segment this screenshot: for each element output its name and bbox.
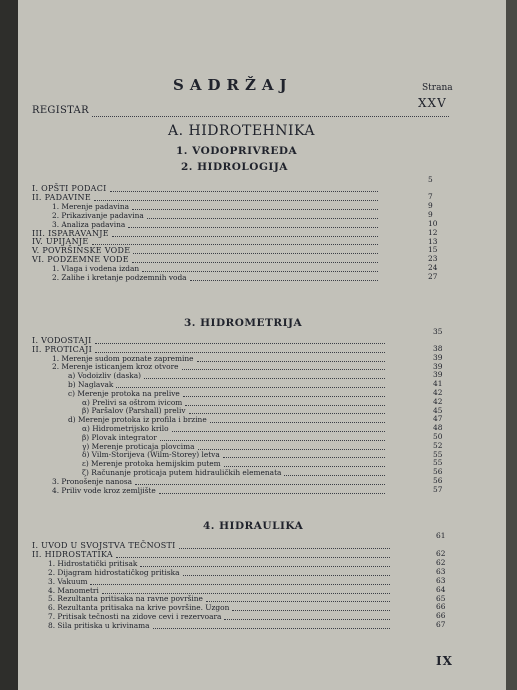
toc-entry [48, 603, 393, 612]
toc-entry [52, 354, 388, 363]
toc-entry-label: IV. UPIJANJE [32, 237, 89, 247]
toc-page-number: 39 [433, 370, 443, 380]
register-page: XXV [418, 96, 447, 110]
toc-entry-label: 8. Sila pritiska u krivinama [48, 621, 150, 631]
toc-dot-leader [116, 551, 390, 558]
toc-page-number: 52 [433, 440, 443, 450]
toc-dot-leader [197, 355, 386, 362]
toc-entry-label: 1. Merenje sudom poznate zapremine [52, 353, 194, 363]
toc-dot-leader [179, 542, 390, 549]
toc-dot-leader [135, 478, 385, 485]
toc-entry-label: 7. Pritisak tečnosti na zidove cevi i rezervoara [48, 612, 222, 622]
register-label: REGISTAR [32, 105, 89, 116]
toc-dot-leader [210, 416, 385, 423]
toc-page-number: 41 [433, 379, 443, 389]
toc-page-number: 47 [433, 414, 443, 424]
toc-page-number: 50 [433, 431, 443, 441]
toc-entry-label: II. HIDROSTATIKA [32, 549, 113, 559]
toc-entry-label: 1. Vlaga i vodena izdan [52, 264, 140, 274]
toc-entry [52, 211, 381, 220]
page-number: IX [436, 654, 453, 668]
toc-entry-label: 3. Vakuum [48, 576, 88, 586]
toc-page-number: 66 [436, 611, 446, 621]
toc-entry-label: 2. Merenje isticanjem kroz otvore [52, 362, 179, 372]
toc-page-number: 56 [433, 475, 443, 485]
toc-dot-leader [185, 399, 385, 406]
toc-entry [82, 398, 388, 407]
toc-entry [48, 568, 393, 577]
ch2-first-page-number: 5 [428, 175, 433, 184]
toc-page-number: 15 [428, 245, 438, 255]
toc-entry-label: 3. Analiza padavina [52, 219, 126, 229]
toc-entry-label: ε) Merenje protoka hemijskim putem [82, 459, 221, 469]
toc-entry [32, 255, 381, 264]
toc-dot-leader [190, 274, 378, 281]
toc-entry [48, 612, 393, 621]
toc-entry-label: a) Vodoizliv (daska) [68, 371, 142, 381]
toc-dot-leader [90, 578, 390, 585]
toc-dot-leader [206, 595, 390, 602]
toc-entry-label: c) Merenje protoka na prelive [68, 388, 180, 398]
toc-entry [32, 550, 393, 559]
toc-entry-label: I. OPŠTI PODACI [32, 184, 107, 193]
toc-dot-leader [224, 460, 385, 467]
page-shadow-edge [0, 0, 18, 690]
toc-entry [32, 541, 393, 550]
register-row [32, 104, 452, 118]
toc-page-number: 55 [433, 449, 443, 459]
toc-entry-label: 1. Merenje padavina [52, 201, 130, 211]
toc-entry-label: 2. Dijagram hidrostatičkog pritiska [48, 567, 180, 577]
toc-entry-label: γ) Merenje proticaja plovcima [82, 441, 195, 451]
toc-entry [32, 345, 388, 354]
toc-dot-leader [183, 390, 385, 397]
toc-entry-label: ζ) Računanje proticaja putem hidrauličkih elemenata [82, 468, 282, 477]
toc-page-number: 39 [433, 352, 443, 362]
toc-entry [68, 380, 388, 389]
toc-page [18, 0, 506, 690]
toc-entry-label: 3. Pronošenje nanosa [52, 476, 133, 486]
toc-entry [52, 477, 388, 486]
toc-page-number: 63 [436, 566, 446, 576]
toc-dot-leader [160, 434, 385, 441]
toc-dot-leader [112, 230, 378, 237]
toc-entry [82, 450, 388, 459]
ch4-title: 4. HIDRAULIKA [203, 520, 304, 532]
toc-entry [52, 362, 388, 371]
toc-page-number: 10 [428, 218, 438, 228]
toc-dot-leader [133, 247, 378, 254]
toc-entry [32, 184, 381, 193]
toc-entry [82, 433, 388, 442]
toc-dot-leader [140, 560, 390, 567]
toc-page-number: 55 [433, 458, 443, 468]
toc-dot-leader [132, 203, 378, 210]
toc-dot-leader [172, 425, 385, 432]
toc-entry-label: δ) Vilm-Storijeva (Wilm-Storey) letva [82, 450, 220, 460]
toc-dot-leader [223, 451, 385, 458]
toc-dot-leader [182, 363, 386, 370]
toc-page-number: 42 [433, 396, 443, 406]
toc-entry-label: III. ISPARAVANJE [32, 228, 109, 238]
page-title: SADRŽAJ [173, 76, 293, 94]
toc-entry-label: 1. Hidrostatički pritisak [48, 558, 138, 568]
toc-entry [82, 459, 388, 468]
ch2-title: 2. HIDROLOGIJA [181, 161, 288, 173]
toc-page-number: 7 [428, 192, 433, 201]
toc-entry-label: 4. Priliv vode kroz zemljište [52, 485, 156, 495]
toc-dot-leader [153, 622, 390, 629]
toc-page-number: 23 [428, 254, 438, 264]
register-leader [92, 110, 449, 117]
toc-dot-leader [95, 337, 385, 344]
toc-entry [48, 577, 393, 586]
toc-page-number: 12 [428, 227, 438, 237]
toc-page-number: 42 [433, 387, 443, 397]
toc-entry [68, 371, 388, 380]
toc-entry-label: 5. Rezultanta pritisaka na ravne površine [48, 594, 203, 604]
toc-dot-leader [198, 443, 385, 450]
toc-entry-label: β) Paršalov (Parshall) preliv [82, 406, 186, 416]
toc-entry-label: d) Merenje protoka iz profila i brzine [68, 415, 207, 425]
toc-dot-leader [224, 613, 390, 620]
toc-entry [52, 264, 381, 273]
toc-dot-leader [92, 238, 378, 245]
toc-entry-label: b) Naglavak [68, 380, 114, 389]
strana-heading: Strana [422, 83, 453, 93]
toc-page-number: 39 [433, 361, 443, 371]
toc-entry-label: VI. PODZEMNE VODE [32, 255, 129, 265]
toc-entry [52, 486, 388, 495]
toc-dot-leader [284, 469, 385, 476]
toc-entry [68, 389, 388, 398]
toc-page-number: 27 [428, 272, 438, 282]
toc-dot-leader [189, 407, 385, 414]
toc-entry-label: α) Hidrometrijsko krilo [82, 424, 169, 433]
toc-page-number: 38 [433, 343, 443, 353]
toc-dot-leader [102, 587, 390, 594]
toc-dot-leader [110, 185, 378, 192]
toc-dot-leader [232, 604, 390, 611]
ch3-first-page-number: 35 [433, 327, 443, 336]
toc-dot-leader [147, 212, 378, 219]
toc-entry [68, 415, 388, 424]
toc-dot-leader [95, 346, 385, 353]
toc-entry-label: α) Prelivi sa oštrom ivicom [82, 397, 183, 407]
part-a-title: A. HIDROTEHNIKA [168, 123, 316, 139]
toc-entry-label: β) Plovak integrator [82, 432, 157, 442]
toc-entry [48, 594, 393, 603]
toc-entry [82, 406, 388, 415]
toc-entry [32, 237, 381, 246]
toc-page-number: 13 [428, 236, 438, 246]
toc-entry-label: 4. Manometri [48, 585, 99, 595]
toc-page-number: 45 [433, 405, 443, 415]
toc-entry [32, 193, 381, 202]
toc-dot-leader [159, 487, 385, 494]
toc-dot-leader [128, 221, 378, 228]
toc-dot-leader [144, 372, 385, 379]
toc-entry [48, 586, 393, 595]
toc-page-number: 65 [436, 593, 446, 603]
toc-entry [48, 559, 393, 568]
toc-page-number: 9 [428, 200, 433, 210]
toc-entry [82, 442, 388, 451]
toc-entry-label: I. UVOD U SVOJSTVA TEČNOSTI [32, 541, 176, 550]
toc-page-number: 56 [433, 467, 443, 477]
ch4-first-page-number: 61 [436, 531, 446, 540]
toc-entry-label: 6. Rezultanta pritisaka na krive površine. Uzgon [48, 603, 230, 613]
toc-entry-label: I. VODOSTAJI [32, 336, 92, 345]
toc-entry [48, 621, 393, 630]
toc-dot-leader [94, 194, 378, 201]
toc-entry [52, 273, 381, 282]
ch1-title: 1. VODOPRIVREDA [176, 145, 298, 157]
toc-entry-label: 2. Zalihe i kretanje podzemnih voda [52, 273, 187, 282]
toc-entry [52, 220, 381, 229]
toc-dot-leader [142, 265, 378, 272]
toc-page-number: 64 [436, 584, 446, 594]
toc-page-number: 63 [436, 575, 446, 585]
toc-page-number: 66 [436, 602, 446, 612]
toc-entry-label: II. PROTICAJI [32, 344, 93, 354]
toc-entry [32, 336, 388, 345]
toc-entry-label: V. POVRŠINSKE VODE [32, 246, 131, 256]
toc-page-number: 57 [433, 484, 443, 494]
toc-entry [82, 468, 388, 477]
toc-entry-label: II. PADAVINE [32, 192, 92, 202]
toc-page-number: 48 [433, 423, 443, 433]
toc-dot-leader [132, 256, 378, 263]
toc-page-number: 9 [428, 209, 433, 219]
toc-entry [52, 202, 381, 211]
toc-page-number: 24 [428, 263, 438, 273]
toc-entry [82, 424, 388, 433]
ch3-title: 3. HIDROMETRIJA [184, 317, 303, 329]
toc-entry [32, 246, 381, 255]
toc-dot-leader [183, 569, 390, 576]
toc-page-number: 67 [436, 620, 446, 630]
toc-page-number: 62 [436, 557, 446, 567]
toc-dot-leader [116, 381, 385, 388]
toc-entry [32, 229, 381, 238]
toc-entry-label: 2. Prikazivanje padavina [52, 210, 144, 220]
toc-page-number: 62 [436, 549, 446, 558]
